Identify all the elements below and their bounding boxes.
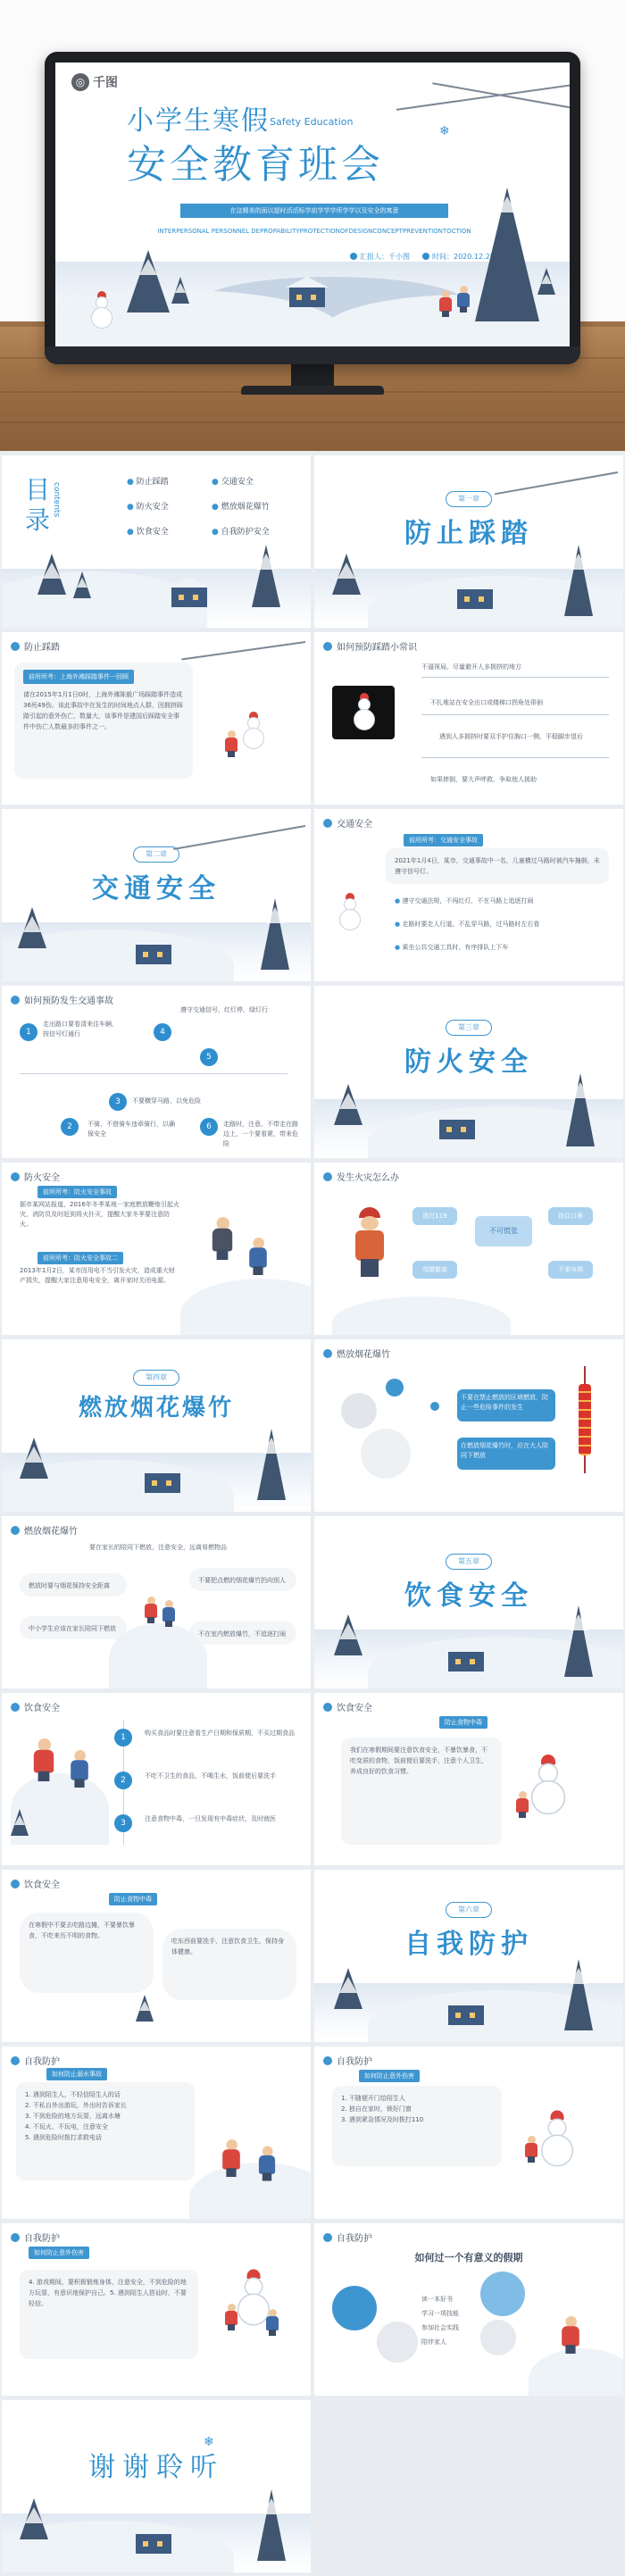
house-icon — [448, 1652, 484, 1671]
chapter-badge: 第一章 — [446, 491, 492, 507]
pine-tree-icon — [136, 1995, 154, 2022]
step-number: 2 — [61, 1118, 79, 1136]
pine-tree-icon — [566, 1073, 595, 1146]
fireworks-tip: 中小学生应该在家长陪同下燃放 — [20, 1616, 127, 1639]
house-icon — [448, 2005, 484, 2025]
food-item: 购买食品时要注意看生产日期和保质期，不买过期食品 — [145, 1730, 295, 1737]
logo-text: 千图 — [93, 76, 118, 90]
reporter: 汇报人：千小图 — [350, 252, 410, 262]
house-icon — [171, 588, 207, 607]
fireworks-intro: 要在家长的陪同下燃放，注意安全，远离易燃物品 — [89, 1544, 227, 1551]
slide-header: 自我防护 — [323, 2054, 372, 2067]
decor-circle — [430, 1402, 439, 1411]
step-number: 2 — [114, 1772, 132, 1789]
cover-desc-bar: 在这精美的面以提时活活标学前学学学所学学以及安全的寓意 — [180, 204, 448, 218]
slide-chapter-6 — [314, 1870, 623, 2042]
child-icon — [525, 2136, 538, 2163]
toc-item[interactable]: ● 交通安全 — [212, 478, 254, 487]
fireworks-item: 在燃放烟花爆竹时，应在大人陪同下燃放 — [457, 1438, 555, 1470]
slide-header: 饮食安全 — [11, 1877, 60, 1890]
slide-header: 发生火灾怎么办 — [323, 1170, 399, 1183]
snowflake-icon: ❄ — [439, 124, 450, 138]
child-icon — [222, 2139, 240, 2177]
toc-item[interactable]: ● 自我防护安全 — [212, 528, 270, 537]
food-item: 不吃不卫生的食品，不喝生水，饭前便后要洗手 — [145, 1772, 276, 1780]
section-pill: 防止食物中毒 — [109, 1893, 157, 1905]
meaningful-item: 学习一项技能 — [421, 2310, 459, 2317]
step-number: 5 — [200, 1048, 218, 1066]
case-text: 2021年1月4日，某市，交通事故中一名，儿童横过马路时被汽车撞倒，未遵守信号灯。 — [386, 848, 609, 884]
tip-item: 遇到人多拥挤时要双手护住胸口一侧，平稳脚步退后 — [439, 733, 583, 740]
child-icon — [145, 1596, 157, 1623]
snowman-icon — [531, 1763, 565, 1818]
fire-tip-box: 弯腰撤离 — [412, 1261, 457, 1279]
house-icon — [289, 288, 325, 307]
cover-en-line: INTERPERSONAL PERSONNEL DEPROPABILITYPROTECTIONOFDESIGNCONCEPTPREVENTIONTOCTION — [157, 228, 471, 235]
slide-header: 自我防护 — [11, 2054, 60, 2067]
pine-tree-icon — [564, 1605, 593, 1677]
section-icon — [11, 642, 20, 651]
case-text: 2013年1月2日，某市因用电不当引发火灾，造成重大财产损失，提醒大家注意用电安全，离开家时关闭电源。 — [20, 1267, 175, 1284]
slide-chapter-5 — [314, 1516, 623, 1688]
chapter-badge: 第五章 — [446, 1554, 492, 1570]
food-item: 注意食物中毒，一旦发现有中毒症状，及时就医 — [145, 1815, 276, 1822]
decor-circle — [332, 2286, 377, 2330]
case-pill: 前所所考：交通安全事故 — [404, 834, 483, 846]
pine-tree-icon — [252, 545, 280, 607]
step-number: 3 — [114, 1814, 132, 1832]
child-icon — [162, 1600, 175, 1627]
date: 时间：2020.12.25 — [422, 252, 495, 262]
meaningful-item: 陪伴家人 — [421, 2338, 446, 2346]
traffic-item: ● 走路时要走人行道，不乱穿马路，过马路时左右看 — [395, 921, 540, 928]
toc-title: 目录 — [25, 475, 51, 535]
slide-self-1 — [2, 2047, 311, 2219]
meaningful-item: 参加社会实践 — [421, 2324, 459, 2331]
slide-toc — [2, 455, 311, 628]
snowman-icon — [243, 717, 264, 751]
cover-slide — [55, 63, 570, 346]
step-text: 走出路口要看清来往车辆，按信号灯通行 — [43, 1021, 118, 1038]
section-icon — [323, 1349, 332, 1358]
cover-title-line2: 安全教育班会 — [127, 142, 384, 188]
slide-traffic-tips — [2, 986, 311, 1158]
step-text: 不要横穿马路，以免危险 — [132, 1097, 201, 1105]
tip-item: 如果摔倒，要大声呼救，争取他人援助 — [430, 776, 537, 783]
self-list: 1. 不随便开门给陌生人 2. 独自在家时，锁好门窗 3. 遇到紧急情况及时拨打110 — [332, 2086, 502, 2166]
pine-tree-icon — [334, 1084, 362, 1125]
step-number: 1 — [20, 1023, 38, 1041]
fire-tip-box: 捂住口鼻 — [548, 1207, 593, 1225]
section-icon — [11, 996, 20, 1005]
chapter-title: 燃放烟花爆竹 — [78, 1395, 234, 1421]
slide-header: 交通安全 — [323, 816, 372, 829]
user-icon — [350, 253, 357, 260]
tip-item: 不逼视局、尽量避开人多拥挤的地方 — [421, 663, 521, 671]
monitor-base — [241, 386, 384, 395]
section-icon — [323, 1172, 332, 1181]
monitor — [45, 52, 580, 364]
case-pill: 前所所考：防火安全事故二 — [38, 1252, 123, 1264]
pine-tree-icon — [261, 898, 289, 970]
firecracker-icon — [579, 1366, 591, 1473]
child-icon — [562, 2316, 579, 2354]
child-icon — [225, 2304, 238, 2330]
child-icon — [266, 2309, 279, 2336]
thanks-title: 谢谢聆听 — [88, 2452, 224, 2483]
step-number: 6 — [200, 1118, 218, 1136]
branch-icon — [181, 641, 305, 660]
cover-meta — [350, 252, 495, 262]
step-number: 4 — [154, 1023, 171, 1041]
section-icon — [323, 2233, 332, 2242]
snowman-icon — [91, 296, 112, 330]
slide-chapter-3 — [314, 986, 623, 1158]
section-icon — [11, 1880, 20, 1888]
toc-item[interactable]: ● 饮食安全 — [127, 528, 169, 537]
child-icon — [34, 1738, 54, 1781]
chapter-title: 自我防护 — [404, 1929, 533, 1960]
step-number: 1 — [114, 1729, 132, 1747]
hero-cover — [0, 0, 625, 451]
empty-cell — [314, 2400, 623, 2572]
chapter-badge: 第三章 — [446, 1020, 492, 1036]
fireworks-tip: 不在室内燃放爆竹，不追逐打闹 — [189, 1621, 296, 1645]
toc-item[interactable]: ● 防火安全 — [127, 503, 169, 512]
child-icon — [225, 730, 238, 757]
slide-food — [2, 1693, 311, 1865]
slide-meaningful — [314, 2223, 623, 2396]
pine-tree-icon — [73, 571, 91, 598]
slide-header: 如何预防发生交通事故 — [11, 993, 113, 1006]
slide-header: 自我防护 — [11, 2230, 60, 2244]
traffic-item: ● 乘坐公共交通工具时，有序排队上下车 — [395, 944, 509, 951]
house-icon — [457, 589, 493, 609]
child-icon — [212, 1217, 232, 1260]
section-pill: 防止食物中毒 — [439, 1716, 488, 1729]
section-pill: 如何防止意外伤害 — [29, 2247, 89, 2259]
step-text: 走路时，注意、不带走在路边上，一个要看紧，带来危险 — [223, 1121, 298, 1147]
pine-tree-icon — [38, 554, 66, 595]
chapter-title: 交通安全 — [92, 873, 221, 905]
fireworks-item: 不要在禁止燃放的区域燃放，防止一些危险事件的发生 — [457, 1389, 555, 1421]
food-text: 我们在寒假期间要注意饮食安全，不暴饮暴食，不吃变质的食物，饭前便后要洗手，注意个人卫生，养成良好的饮食习惯。 — [341, 1738, 502, 1845]
house-icon — [439, 1120, 475, 1139]
toc-item[interactable]: ● 防止踩踏 — [127, 478, 169, 487]
slide-header: 饮食安全 — [11, 1700, 60, 1713]
case-pill: 前所所考：上海外滩踩踏事件一回顾 — [23, 670, 134, 684]
slide-thanks — [2, 2400, 311, 2572]
case-panel — [14, 663, 193, 779]
section-pill: 如何防止溺水事故 — [46, 2068, 107, 2080]
slide-header: 燃放烟花爆竹 — [323, 1346, 390, 1360]
house-icon — [145, 1473, 180, 1493]
chapter-badge: 第二章 — [133, 846, 179, 863]
slide-traffic — [314, 809, 623, 981]
firefighter-icon — [350, 1207, 389, 1279]
slide-food-tips — [314, 1693, 623, 1865]
meaningful-item: 读一本好书 — [421, 2296, 453, 2303]
food-text: 吃东西前要洗手，注意饮食卫生，保持身体健康。 — [162, 1929, 296, 2000]
house-icon — [136, 2534, 171, 2554]
section-icon — [11, 1703, 20, 1712]
child-icon — [249, 1238, 267, 1275]
slide-fire-tips — [314, 1163, 623, 1335]
chapter-title: 防火安全 — [404, 1046, 533, 1078]
fireworks-tip: 燃放时要与烟花保持安全距离 — [20, 1573, 127, 1596]
toc-item[interactable]: ● 燃放烟花爆竹 — [212, 503, 270, 512]
slide-header: 防止踩踏 — [11, 639, 60, 653]
pine-tree-icon — [18, 907, 46, 948]
decor-circle — [377, 2322, 418, 2363]
pine-tree-icon — [564, 1959, 593, 2030]
pine-tree-icon — [334, 1614, 362, 1655]
fire-tip-box: 拨打119 — [412, 1207, 457, 1225]
food-text: 在寒假中不要去吃路边摊，不要暴饮暴食，不吃来历不明的食物。 — [20, 1913, 154, 1993]
section-icon — [11, 1526, 20, 1535]
case-text: 请在2015年1月1日0时，上海外滩陈毅广场踩踏事件造成36死49伤。该此事故中在发生的时间地点人群，因拥挤踩踏引起的意外伤亡，数量大，该事件是建国后踩踏安全事件中伤亡人数最多的事件之一。 — [23, 691, 183, 730]
child-icon — [516, 1791, 529, 1818]
pine-tree-icon — [257, 1429, 286, 1500]
slide-fireworks-tips — [2, 1516, 311, 1688]
slide-food-more — [2, 1870, 311, 2042]
slide-header: 饮食安全 — [323, 1700, 372, 1713]
step-number: 3 — [109, 1093, 127, 1111]
logo — [71, 73, 118, 91]
decor-circle — [341, 1393, 377, 1429]
traffic-item: ● 遵守交通法规，不闯红灯，不在马路上追逐打闹 — [395, 897, 534, 905]
slide-header: 防火安全 — [11, 1170, 60, 1183]
decor-circle — [386, 1379, 404, 1396]
monitor-stand — [291, 362, 334, 388]
chapter-badge: 第四章 — [133, 1370, 179, 1386]
meaningful-title: 如何过一个有意义的假期 — [414, 2252, 523, 2263]
child-icon — [259, 2147, 275, 2181]
snowman-icon — [354, 698, 375, 732]
child-icon — [439, 290, 452, 317]
child-icon — [457, 286, 470, 313]
illustration-snowman-night — [332, 686, 395, 739]
fire-center-box: 不可慌张 — [475, 1216, 532, 1246]
chapter-badge: 第六章 — [446, 1902, 492, 1918]
clock-icon — [422, 253, 429, 260]
cover-title-en: Safety Education — [270, 116, 354, 128]
slide-header: 自我防护 — [323, 2230, 372, 2244]
child-icon — [71, 1750, 88, 1788]
snowman-icon — [541, 2119, 573, 2170]
section-icon — [11, 1172, 20, 1181]
toc-title-en: contents — [52, 482, 61, 518]
case-text: 据市某网站报道，2016年冬季某地一家庭燃放鞭炮引起火灾，消防员及时赶到将火扑灭，提醒大家冬季要注意防火。 — [20, 1201, 179, 1228]
step-text: 不骑、不借骑车违章骑行，以确保安全 — [88, 1121, 175, 1138]
self-list: 1. 遇到陌生人，不轻信陌生人的话 2. 不私自外出游玩，外出时告诉家长 3. 不到危险的地方玩耍，远离水塘 4. 不玩火、不玩电，注意安全 5. 遇到危险时拨打求救电话 — [16, 2082, 195, 2180]
decor-circle — [361, 1429, 411, 1479]
slide-chapter-4 — [2, 1339, 311, 1512]
pine-tree-icon — [20, 1438, 48, 1479]
section-icon — [11, 2233, 20, 2242]
case-pill: 前所所考：防火安全事故 — [38, 1186, 117, 1198]
self-text: 4. 游戏期间，要积极锻炼身体，注意安全，不到危险的地方玩耍，有意识地保护自己。5. 遇到陌生人搭讪时，不要轻信。 — [20, 2270, 198, 2359]
slide-chapter-1 — [314, 455, 623, 628]
slide-self-2 — [314, 2047, 623, 2219]
slide-stampede-tips — [314, 632, 623, 804]
house-icon — [136, 945, 171, 964]
slide-fireworks — [314, 1339, 623, 1512]
section-icon — [323, 819, 332, 828]
slide-header: 燃放烟花爆竹 — [11, 1523, 78, 1537]
pine-tree-icon — [538, 268, 555, 295]
pine-tree-icon — [564, 545, 593, 616]
cover-title-line1: 小学生寒假 — [127, 105, 270, 137]
pine-tree-icon — [11, 1809, 29, 1836]
pine-tree-icon — [257, 2489, 286, 2561]
section-pill: 如何防止意外伤害 — [359, 2070, 420, 2082]
pine-tree-icon — [334, 1968, 362, 2009]
snowman-icon — [238, 2278, 270, 2329]
branch-icon — [495, 471, 618, 495]
section-icon — [11, 2056, 20, 2065]
section-icon — [323, 642, 332, 651]
section-icon — [323, 2056, 332, 2065]
pine-tree-icon — [171, 277, 189, 304]
fireworks-tip: 不要把点燃的烟花爆竹扔向别人 — [189, 1568, 296, 1591]
branch-icon — [173, 825, 305, 850]
step-text: 遵守交通信号，红灯停，绿灯行 — [180, 1006, 268, 1013]
slide-fire — [2, 1163, 311, 1335]
snowman-icon — [339, 898, 361, 932]
chapter-title: 防止踩踏 — [404, 518, 533, 549]
pine-tree-icon — [20, 2498, 48, 2539]
logo-icon: ◎ — [71, 73, 89, 91]
snowflake-icon: ❄ — [204, 2435, 214, 2449]
section-icon — [323, 1703, 332, 1712]
slide-self-3 — [2, 2223, 311, 2396]
slide-stampede — [2, 632, 311, 804]
pine-tree-icon — [475, 188, 539, 321]
slide-header: 如何预防踩踏小常识 — [323, 639, 417, 653]
pine-tree-icon — [127, 250, 170, 313]
chapter-title: 饮食安全 — [404, 1580, 533, 1612]
branch-icon — [396, 84, 570, 111]
tip-item: 不扎堆站在安全出口或楼梯口拐角处徘徊 — [430, 699, 543, 706]
fire-tip-box: 不乘电梯 — [548, 1261, 593, 1279]
slide-chapter-2 — [2, 809, 311, 981]
pine-tree-icon — [332, 554, 361, 595]
